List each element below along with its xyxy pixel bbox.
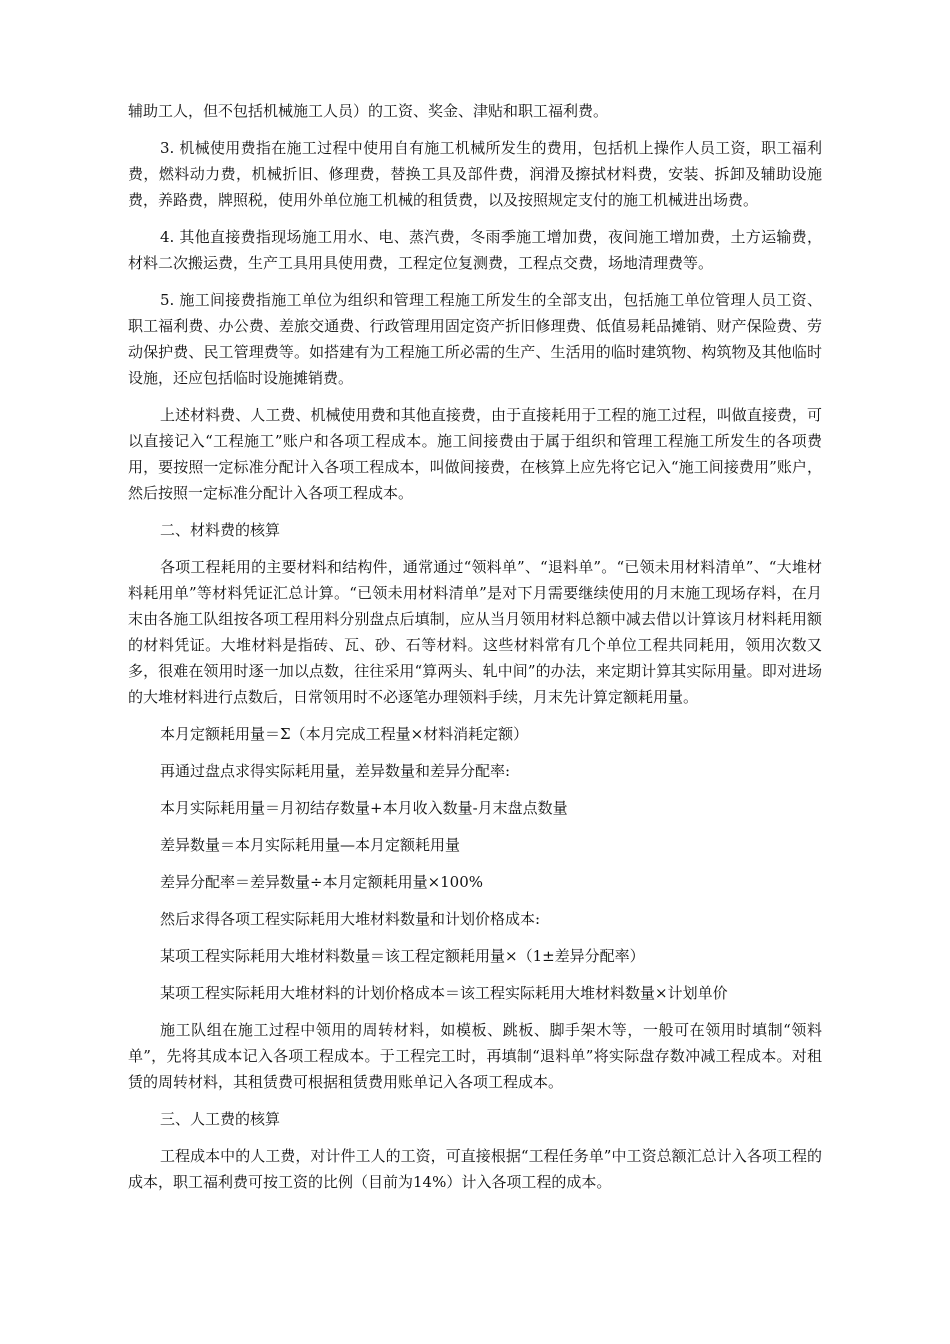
paragraph-direct-vs-indirect: 上述材料费、人工费、机械使用费和其他直接费，由于直接耗用于工程的施工过程，叫做直接费，可以直接记入“工程施工”账户和各项工程成本。施工间接费由于属于组织和管理工程施工所发生的各项费用，要按照一定标准分配计入各项工程成本，叫做间接费，在核算上应先将它记入“施工间接费用”账户，然后按照一定标准分配计入各项工程成本。 — [128, 406, 822, 502]
paragraph-material-vouchers: 各项工程耗用的主要材料和结构件，通常通过“领料单”、“退料单”。“已领未用材料清单”、“大堆材料耗用单”等材料凭证汇总计算。“已领未用材料清单”是对下月需要继续使用的月末施工现场存料，在月末由各施工队组按各项工程用料分别盘点后填制，应从当月领用材料总额中减去借以计算该月材料耗用额的材料凭证。大堆材料是指砖、瓦、砂、石等材料。这些材料常有几个单位工程共同耗用，领用次数又多，很难在领用时逐一加以点数，往往采用“算两头、轧中间”的办法，来定期计算其实际用量。即对进场的大堆材料进行点数后，日常领用时不必逐笔办理领料手续，月末先计算定额耗用量。 — [128, 558, 822, 706]
paragraph-inventory-intro: 再通过盘点求得实际耗用量，差异数量和差异分配率: — [160, 762, 511, 780]
paragraph-indirect-cost: 5. 施工间接费指施工单位为组织和管理工程施工所发生的全部支出，包括施工单位管理人员工资、职工福利费、办公费、差旅交通费、行政管理用固定资产折旧修理费、低值易耗品摊销、财产保险费、劳动保护费、民工管理费等。如搭建有为工程施工所必需的生产、生活用的临时建筑物、构筑物及其他临时设施，还应包括临时设施摊销费。 — [128, 291, 822, 387]
paragraph-machinery-cost: 3. 机械使用费指在施工过程中使用自有施工机械所发生的费用，包括机上操作人员工资，职工福利费，燃料动力费，机械折旧、修理费，替换工具及部件费，润滑及擦拭材料费，安装、拆卸及辅助设施费，养路费，牌照税，使用外单位施工机械的租赁费，以及按照规定支付的施工机械进出场费。 — [128, 139, 822, 209]
paragraph-labor-cost-accounting: 工程成本中的人工费，对计件工人的工资，可直接根据“工程任务单”中工资总额汇总计入各项工程的成本，职工福利费可按工资的比例（目前为14%）计入各项工程的成本。 — [128, 1147, 822, 1191]
formula-project-planned-cost: 某项工程实际耗用大堆材料的计划价格成本＝该工程实际耗用大堆材料数量×计划单价 — [160, 984, 728, 1002]
paragraph-then-compute: 然后求得各项工程实际耗用大堆材料数量和计划价格成本: — [160, 910, 541, 928]
formula-variance-rate: 差异分配率＝差异数量÷本月定额耗用量×100% — [160, 873, 484, 891]
section-heading-material-cost: 二、材料费的核算 — [160, 521, 281, 539]
formula-variance-quantity: 差异数量＝本月实际耗用量—本月定额耗用量 — [160, 836, 461, 854]
paragraph-turnover-materials: 施工队组在施工过程中领用的周转材料，如模板、跳板、脚手架木等，一般可在领用时填制“领料单”，先将其成本记入各项工程成本。于工程完工时，再填制“退料单”将实际盘存数冲减工程成本。对租赁的周转材料，其租赁费可根据租赁费用账单记入各项工程成本。 — [128, 1021, 822, 1091]
formula-quota-usage: 本月定额耗用量＝Σ（本月完成工程量×材料消耗定额） — [160, 725, 529, 743]
paragraph-other-direct-cost: 4. 其他直接费指现场施工用水、电、蒸汽费，冬雨季施工增加费，夜间施工增加费，土方运输费，材料二次搬运费，生产工具用具使用费，工程定位复测费，工程点交费，场地清理费等。 — [128, 228, 822, 272]
section-heading-labor-cost: 三、人工费的核算 — [160, 1110, 281, 1128]
formula-actual-usage: 本月实际耗用量＝月初结存数量+本月收入数量-月末盘点数量 — [160, 799, 568, 817]
formula-project-actual-quantity: 某项工程实际耗用大堆材料数量＝该工程定额耗用量×（1±差异分配率） — [160, 947, 645, 965]
paragraph-labor-cost-tail: 辅助工人，但不包括机械施工人员）的工资、奖金、津贴和职工福利费。 — [128, 102, 609, 120]
